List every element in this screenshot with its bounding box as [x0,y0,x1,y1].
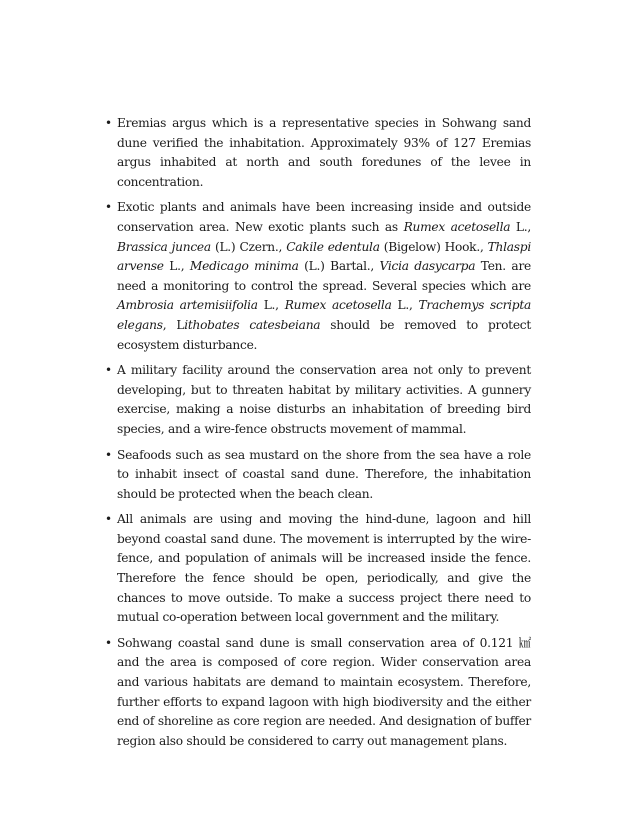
paragraph-text: Seafoods such as sea mustard on the shore from the sea have a role to inhabit insect of coastal sand dune. Therefore, the inhabitation should be protected when the beach clean. [117,447,531,501]
paragraph-text: (Bigelow) Hook., [379,239,488,254]
species-name: Brassica juncea [117,239,211,254]
paragraph-text: (L.) Czern., [210,239,287,254]
bullet-item [105,361,531,439]
species-name: Thlaspi arvense [117,239,531,274]
bullet-item [105,198,532,355]
bullet-icon: • [105,363,112,378]
species-name: ithobates catesbeiana [184,317,321,332]
bullet-icon: • [105,200,112,215]
species-name: Rumex acetosella [284,298,392,313]
paragraph-text: Sohwang coastal sand dune is small conservation area of 0.121 ㎢ and the area is composed of core region. Wider conservation area and various habitats are demand to maintain ecosystem. Therefore, further efforts to expand lagoon with high biodiversity and the either end of shoreline as core region are needed. And designation of buffer region also should be considered to carry out management plans. [117,635,531,748]
paragraph-text: L., [163,259,190,274]
species-name: Cakile edentula [286,239,380,254]
paragraph-text: A military facility around the conservation area not only to prevent developing, but to threaten habitat by military activities. A gunnery exercise, making a noise disturbs an inhabitation of breeding bird species, and a wire-fence obstructs movement of mammal. [117,363,531,436]
bullet-icon: • [105,512,112,527]
bullet-list [105,114,532,757]
paragraph-text: L., [257,298,285,313]
bullet-icon: • [105,635,112,650]
paragraph-text: Ten. are need a monitoring to control the spread. Several species which are [117,259,531,293]
bullet-item [105,114,531,192]
bullet-item [105,446,531,505]
paragraph-text: Exotic plants and animals have been increasing inside and outside conservation area. New exotic plants such as [117,200,531,234]
species-name: Rumex acetosella [403,219,511,234]
species-name: Vicia dasycarpa [379,259,476,274]
paragraph-text: should be removed to protect ecosystem disturbance. [117,317,532,352]
bullet-icon: • [105,116,112,130]
species-name: Trachemys scripta elegans [117,298,532,332]
bullet-icon: • [105,447,112,462]
bullet-item [105,634,531,752]
paragraph-text: , L [162,317,185,332]
paragraph-text: L., [391,298,419,313]
paragraph-text: Eremias argus which is a representative species in Sohwang sand dune verified the inhabitation. Approximately 93% of 127 Eremias argus inhabited at north and south foredunes of the levee in concentration. [117,116,531,189]
bullet-item [105,510,531,628]
paragraph-text: L., [510,219,531,234]
species-name: Medicago minima [189,259,299,274]
paragraph-text: All animals are using and moving the hind-dune, lagoon and hill beyond coastal sand dune. The movement is interrupted by the wire-fence, and population of animals will be increased inside the fence. Therefore the fence should be open, periodically, and give the chances to move outside. To make a success project there need to mutual co-operation between local government and the military. [117,512,531,625]
paragraph-text: (L.) Bartal., [298,259,380,274]
species-name: Ambrosia artemisiifolia [117,298,258,313]
